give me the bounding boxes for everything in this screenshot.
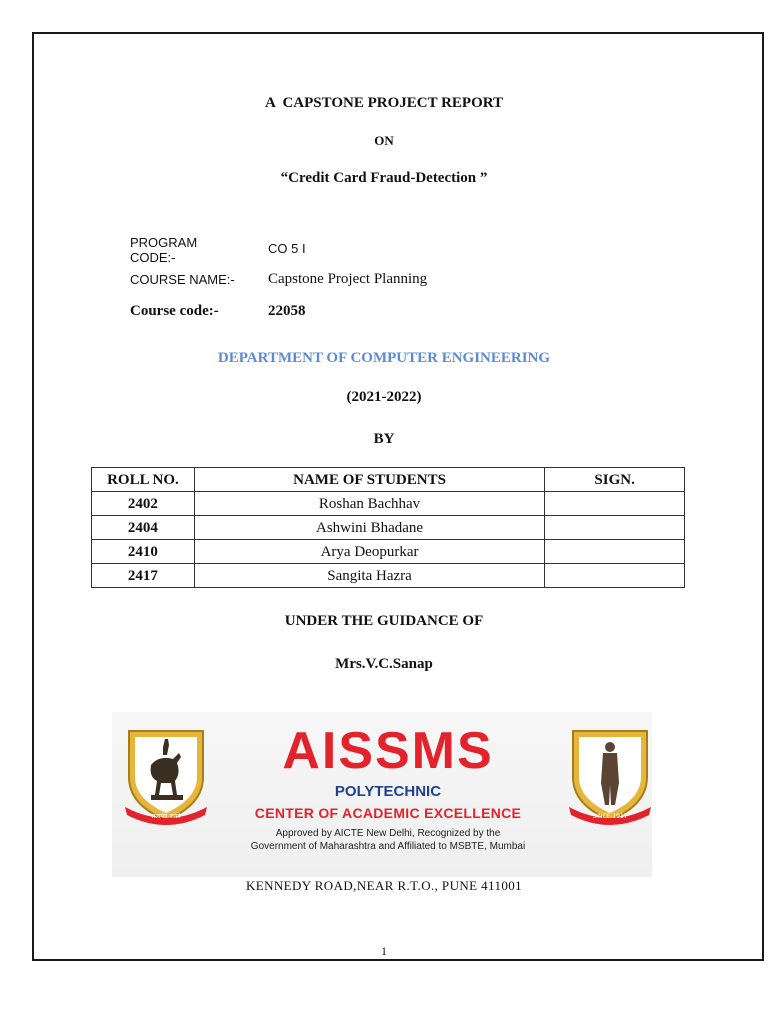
name-cell: Roshan Bachhav	[194, 492, 544, 516]
table-header-row	[92, 468, 685, 492]
approval-line-2: Government of Maharashtra and Affiliated to MSBTE, Mumbai	[250, 841, 526, 852]
course-code-label: Course code:-	[130, 303, 219, 319]
left-crest-icon	[121, 725, 211, 825]
institute-subtitle: POLYTECHNIC	[334, 783, 442, 800]
program-code-value: CO 5 I	[268, 241, 306, 256]
table-row	[92, 492, 685, 516]
by-label: BY	[373, 431, 395, 447]
guidance-heading: UNDER THE GUIDANCE OF	[284, 613, 484, 629]
table-row	[92, 564, 685, 588]
course-code-value: 22058	[268, 303, 306, 319]
report-on: ON	[374, 133, 394, 148]
roll-cell: 2410	[92, 540, 195, 564]
right-crest-text: SINCE 1917	[592, 813, 628, 820]
course-name-value: Capstone Project Planning	[268, 271, 428, 287]
table-row	[92, 540, 685, 564]
roll-cell: 2402	[92, 492, 195, 516]
roll-cell: 2404	[92, 516, 195, 540]
table-row	[92, 516, 685, 540]
right-crest-icon	[565, 725, 655, 825]
department-heading: DEPARTMENT OF COMPUTER ENGINEERING	[217, 350, 551, 366]
guide-name: Mrs.V.C.Sanap	[335, 656, 433, 672]
students-table	[91, 467, 685, 588]
sign-cell	[545, 516, 685, 540]
project-title: “Credit Card Fraud-Detection ”	[280, 170, 488, 186]
approval-text	[230, 827, 546, 853]
name-cell: Sangita Hazra	[194, 564, 544, 588]
sign-cell	[545, 564, 685, 588]
name-cell: Ashwini Bhadane	[194, 516, 544, 540]
sign-cell	[545, 492, 685, 516]
page-number: 1	[381, 944, 387, 958]
column-header-name: NAME OF STUDENTS	[194, 468, 544, 492]
course-name-label: COURSE NAME:-	[130, 272, 235, 287]
left-crest-motto: सत्यमेव जयते	[151, 813, 181, 820]
column-header-sign: SIGN.	[545, 468, 685, 492]
academic-year: (2021-2022)	[346, 389, 422, 405]
name-cell: Arya Deopurkar	[194, 540, 544, 564]
institute-name-logo: AISSMS	[282, 722, 494, 780]
program-code-label: PROGRAM CODE:-	[130, 235, 198, 265]
institute-tagline: CENTER OF ACADEMIC EXCELLENCE	[254, 805, 522, 821]
report-title: A CAPSTONE PROJECT REPORT	[264, 95, 504, 111]
column-header-roll: ROLL NO.	[92, 468, 195, 492]
institute-address: KENNEDY ROAD,NEAR R.T.O., PUNE 411001	[245, 878, 523, 893]
approval-line-1: Approved by AICTE New Delhi, Recognized by the	[275, 828, 501, 839]
roll-cell: 2417	[92, 564, 195, 588]
sign-cell	[545, 540, 685, 564]
